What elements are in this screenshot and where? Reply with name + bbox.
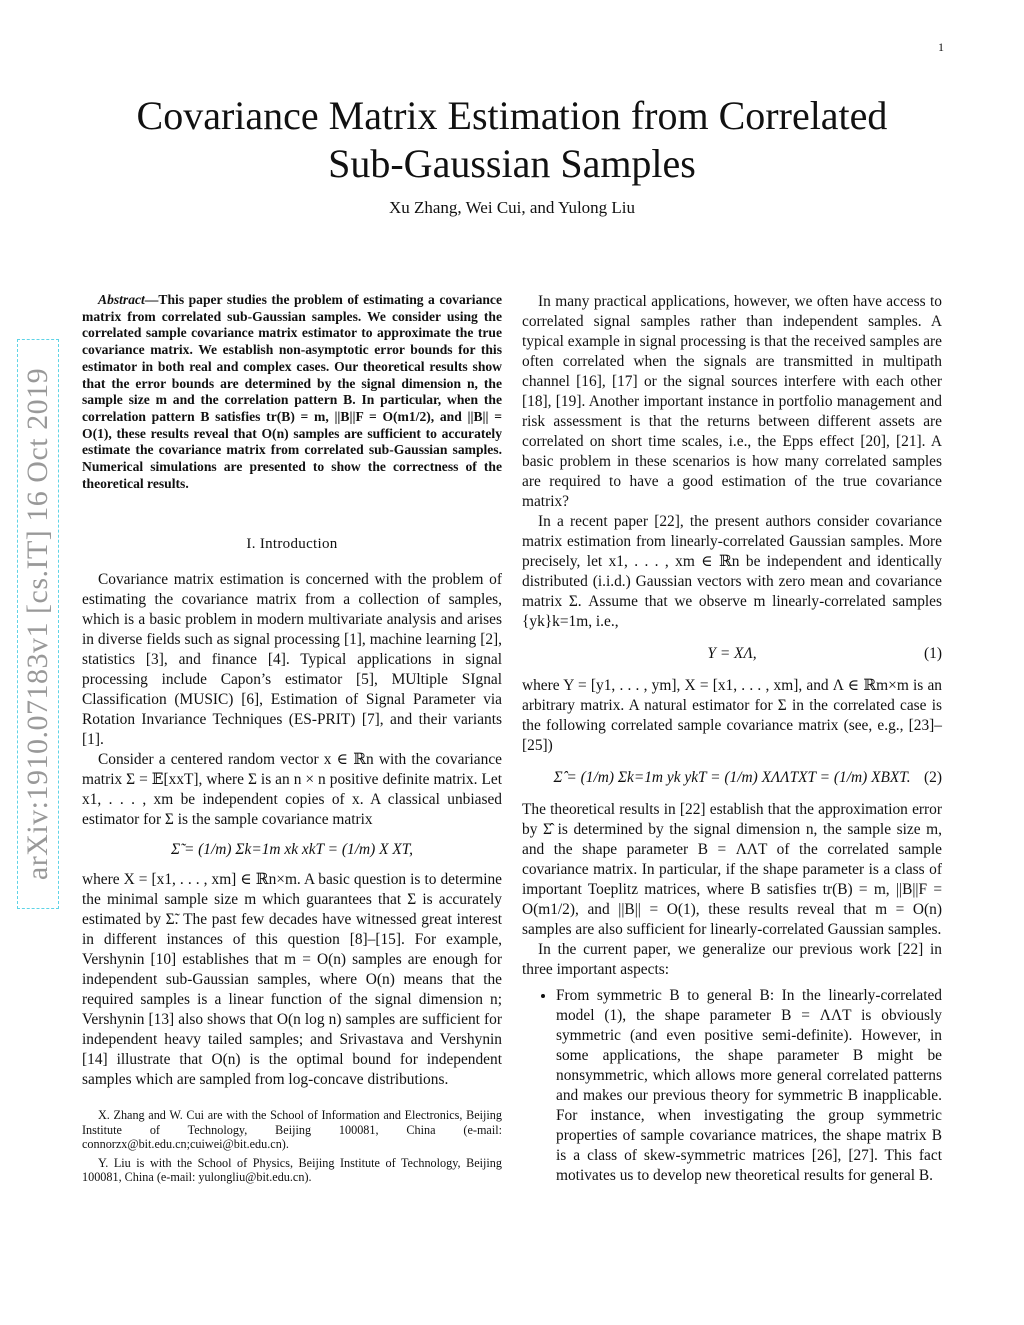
equation-1-body: Y = XΛ, bbox=[707, 645, 757, 662]
page-number: 1 bbox=[938, 40, 944, 54]
abstract-label: Abstract— bbox=[98, 292, 159, 307]
footnote-affiliation-1: X. Zhang and W. Cui are with the School of Information and Electronics, Beijing Institute of Technology, Beijing 100081, China (e-mail: connorzx@bit.edu.cn;cuiwei@bit.edu.cn). bbox=[82, 1108, 502, 1152]
equation-2 bbox=[522, 768, 942, 788]
right-paragraph-3: where Y = [y1, . . . , ym], X = [x1, . . . , xm], and Λ ∈ ℝm×m is an arbitrary matrix. A natural estimator for Σ in the correlated case is the following correlated sample covariance matrix (see, e.g., [23]–[25]) bbox=[522, 677, 942, 754]
equation-1 bbox=[522, 644, 942, 664]
right-paragraph-2: In a recent paper [22], the present authors consider covariance matrix estimation from linearly-correlated Gaussian samples. More precisely, let x1, . . . , xm ∈ ℝn be independent and identically distributed (i.i.d.) Gaussian vectors with zero mean and covariance matrix Σ. Assume that we observe m linearly-correlated samples {yk}k=1m, i.e., bbox=[522, 513, 942, 630]
intro-paragraph-2: Consider a centered random vector x ∈ ℝn with the covariance matrix Σ = 𝔼[xxT], where Σ is an n × n positive definite matrix. Let x1, . . . , xm be independent copies of x. A classical unbiased estimator for Σ is the sample covariance matrix bbox=[82, 751, 502, 829]
equation-2-body: Σ̂ = (1/m) Σk=1m yk ykT = (1/m) XΛΛTXT = (1/m) XBXT. bbox=[553, 769, 911, 786]
intro-paragraph-3: where X = [x1, . . . , xm] ∈ ℝn×m. A basic question is to determine the minimal sample size m which guarantees that Σ is accurately estimated by Σ̃. The past few decades have witnessed great interest in different instances of this question [8]–[15]. For example, Vershynin [10] establishes that m = O(n) samples are enough for independent sub-Gaussian samples, where O(n) means that the required samples is a linear function of the signal dimension n; Vershynin [13] also shows that O(n log n) samples are sufficient for independent heavy tailed samples; and Srivastava and Vershynin [14] illustrate that O(n) is the optimal bound for independent samples which are sampled from log-concave distributions. bbox=[82, 871, 502, 1089]
equation-1-number: (1) bbox=[924, 645, 942, 662]
right-paragraph-1: In many practical applications, however, we often have access to correlated signal samples rather than independent samples. A typical example in signal processing is that the received samples are often correlated when the signals are transmitted in multipath channel [16], [17] or the signal sources interfere with each other [18], [19]. Another important instance in portfolio management and risk assessment is that the returns between different assets are correlated on short time scales, i.e., the Epps effect [20], [21]. A basic problem in these scenarios is how many correlated samples are required to have a good estimation of the true covariance matrix? bbox=[522, 293, 942, 510]
list-item: • From symmetric B to general B: In the linearly-correlated model (1), the shape parameter B = ΛΛT is obviously symmetric (and even positive semi-definite). However, in some applications, the shape parameter B might be nonsymmetric, which allows more general correlated patterns and makes our previous theory for symmetric B inapplicable. For instance, when investigating the group symmetric properties of sample covariance matrices, the shape matrix B is a class of skew-symmetric matrices [26], [27]. This fact motivates us to develop new theoretical results for general B. bbox=[556, 986, 942, 1186]
contribution-list bbox=[522, 986, 942, 1186]
right-paragraph-4: The theoretical results in [22] establish that the approximation error by Σ̂ is determined by the signal dimension n, the sample size m, and the shape parameter B = ΛΛT of the correlated sample covariance matrix. In particular, if the shape parameter is a class of important Toeplitz matrices, where B satisfies tr(B) = m, ||B||F = O(m1/2), and ||B|| = O(1), these results reveal that m = O(n) samples are also sufficient for linearly-correlated Gaussian samples. bbox=[522, 801, 942, 938]
abstract-text: This paper studies the problem of estimating a covariance matrix from correlated sub-Gaussian samples. We consider using the correlated sample covariance matrix estimator to approximate the true covariance matrix. We establish non-asymptotic error bounds for this estimator in both real and complex cases. Our theoretical results show that the error bounds are determined by the signal dimension n, the sample size m and the correlation pattern B. In particular, when the correlation pattern B satisfies tr(B) = m, ||B||F = O(m1/2), and ||B|| = O(1), these results reveal that O(n) samples are sufficient to accurately estimate the covariance matrix from correlated sub-Gaussian samples. Numerical simulations are presented to show the correctness of the theoretical results. bbox=[82, 292, 502, 491]
arxiv-stamp[interactable]: arXiv:1910.07183v1 [cs.IT] 16 Oct 2019 bbox=[21, 367, 54, 881]
title-line-2: Sub-Gaussian Samples bbox=[328, 141, 696, 186]
equation-2-number: (2) bbox=[924, 769, 942, 786]
arxiv-stamp-box bbox=[18, 340, 58, 908]
left-column bbox=[82, 292, 502, 1185]
right-paragraph-5: In the current paper, we generalize our previous work [22] in three important aspects: bbox=[522, 941, 942, 978]
section-heading: I. Introduction bbox=[246, 536, 338, 553]
title-line-1: Covariance Matrix Estimation from Correlated bbox=[136, 93, 888, 138]
authors: Xu Zhang, Wei Cui, and Yulong Liu bbox=[388, 198, 636, 217]
footnote-affiliation-2: Y. Liu is with the School of Physics, Beijing Institute of Technology, Beijing 100081, China (e-mail: yulongliu@bit.edu.cn). bbox=[82, 1155, 502, 1185]
abstract bbox=[82, 292, 502, 492]
intro-paragraph-1: Covariance matrix estimation is concerned with the problem of estimating the covariance matrix from a collection of samples, which is a basic problem in modern multivariate analysis and arises in diverse fields such as signal processing [1], machine learning [2], statistics [3], and finance [4]. Typical applications in signal processing include Capon’s estimator [5], MUltiple SIgnal Classification (MUSIC) [6], Estimation of Signal Parameter via Rotation Invariance Techniques (ES-PRIT) [7], and their variants [1]. bbox=[82, 571, 502, 749]
paper-title bbox=[0, 92, 1024, 188]
equation-sample-covariance: Σ̃ = (1/m) Σk=1m xk xkT = (1/m) X XT, bbox=[170, 841, 414, 859]
right-column bbox=[522, 292, 942, 1186]
